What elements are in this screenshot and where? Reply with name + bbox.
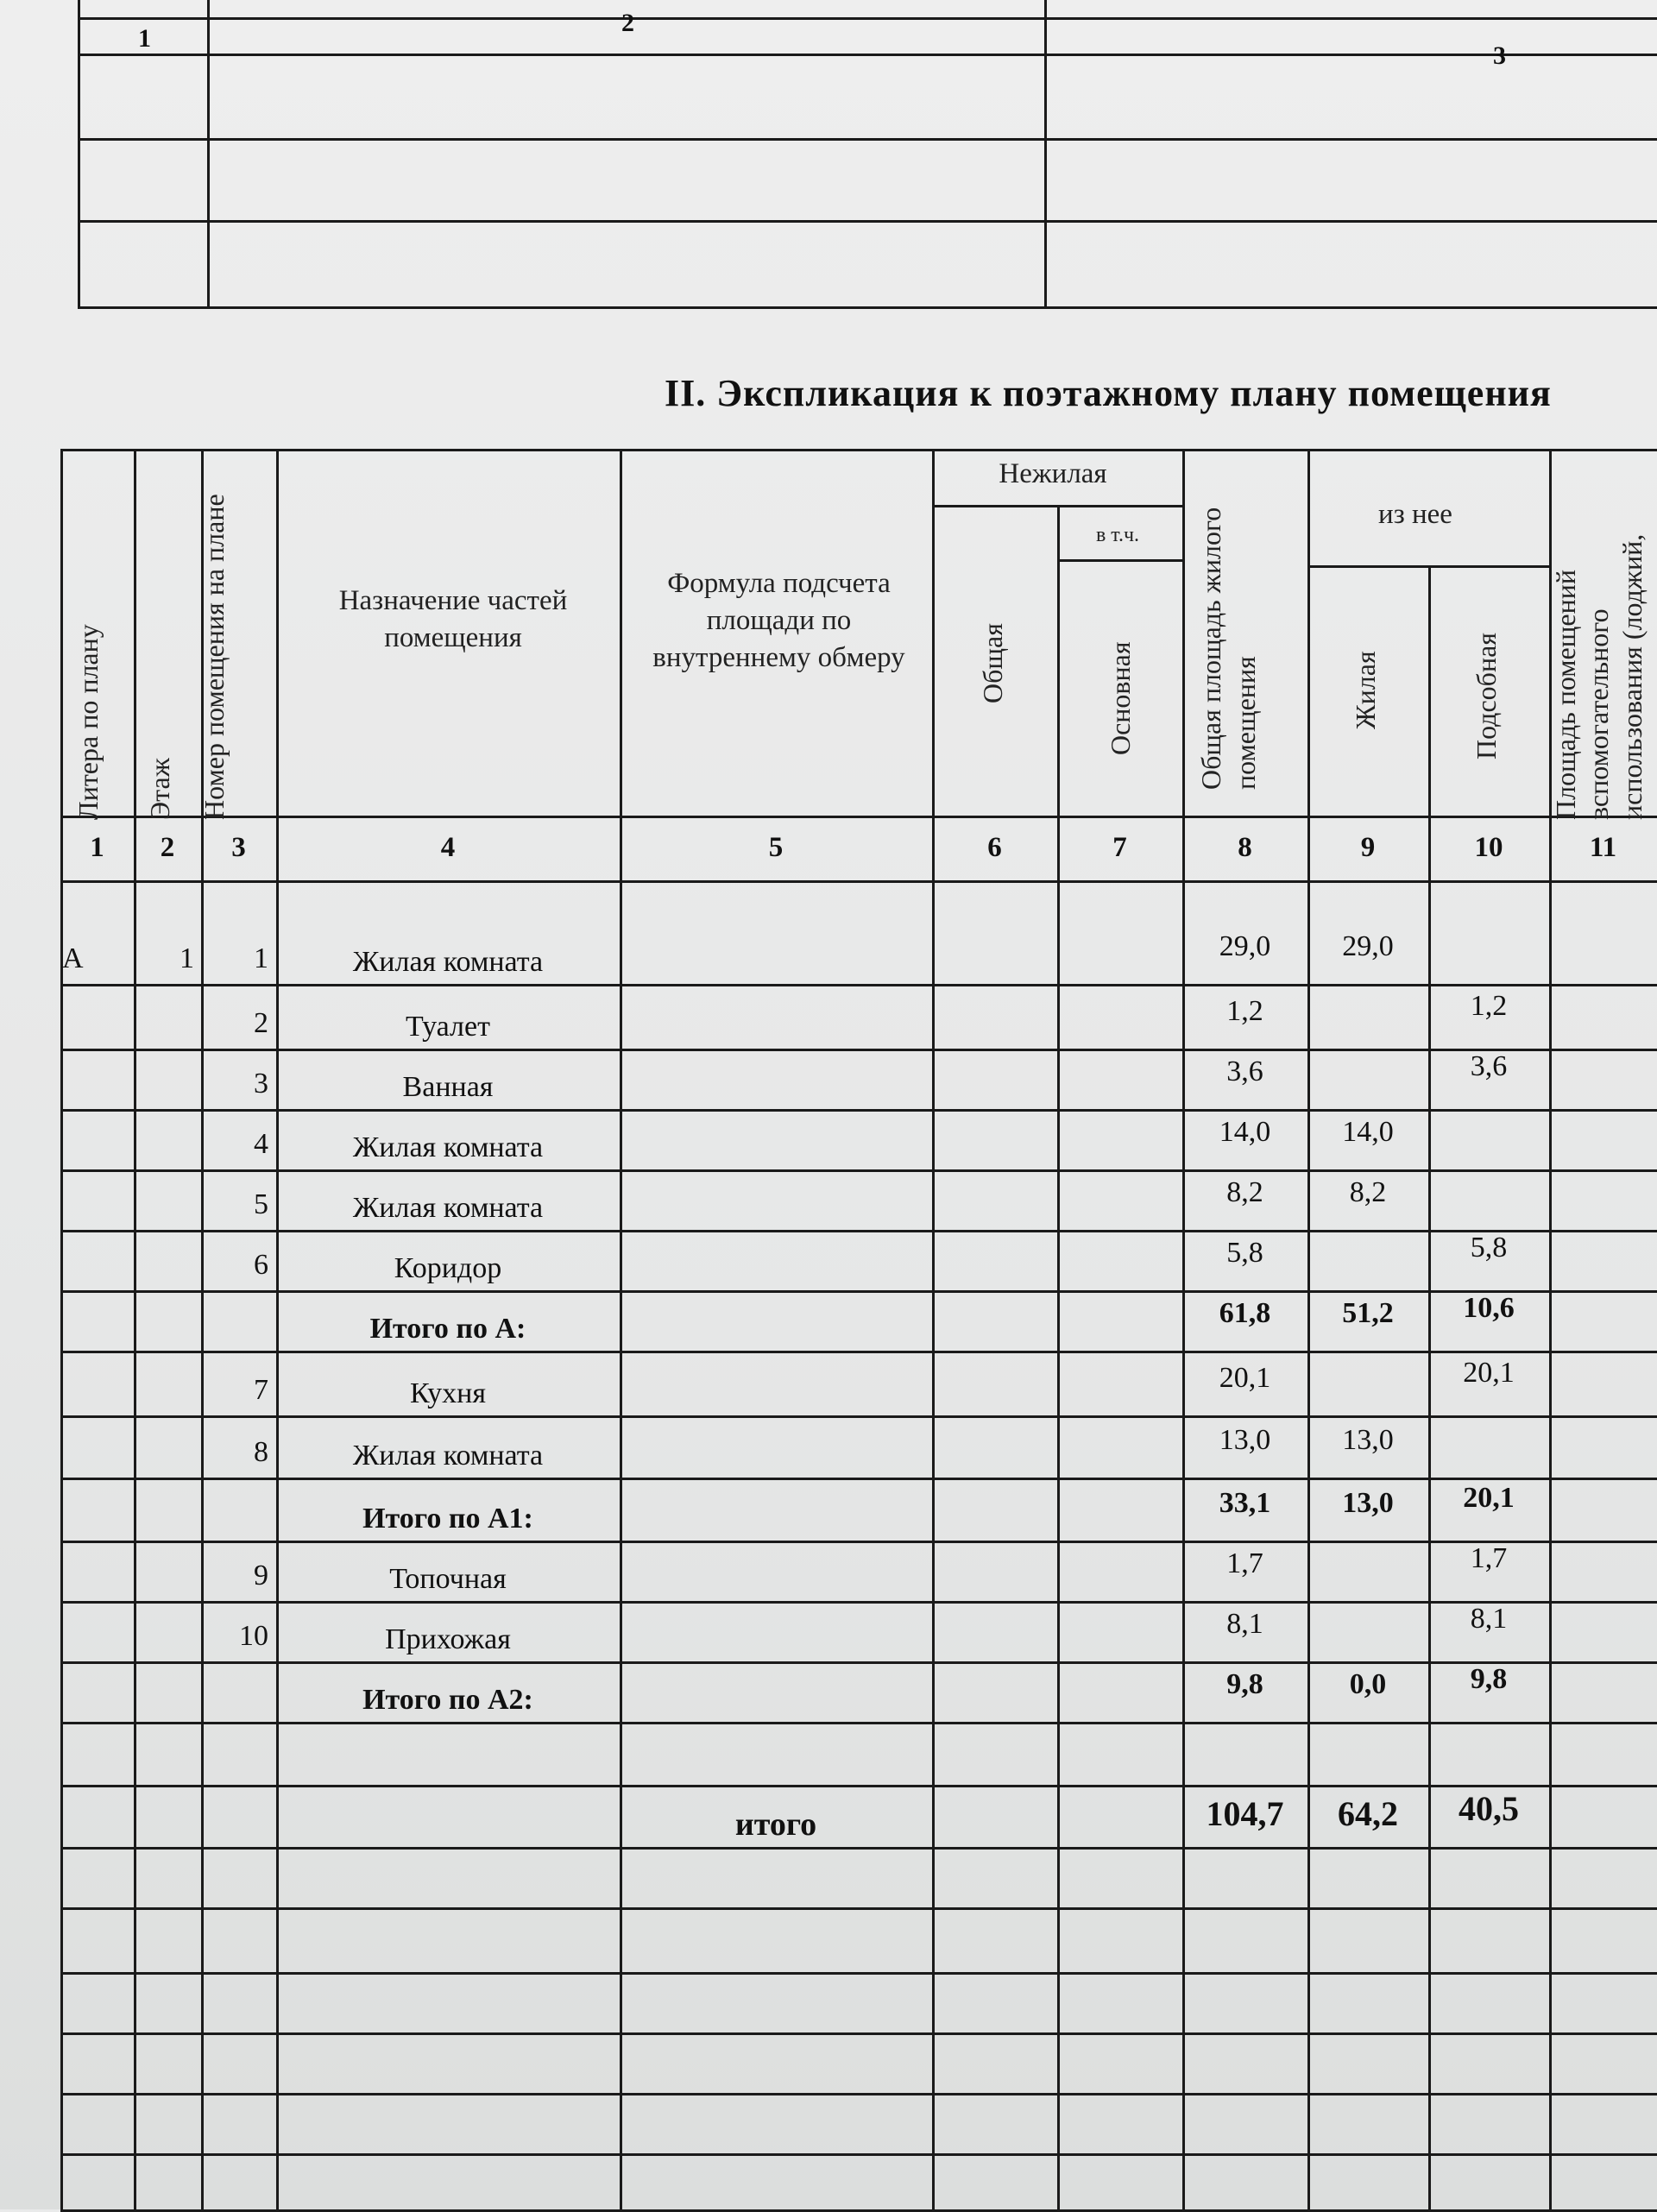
table-rule [60, 2153, 1657, 2156]
row-total-area: 20,1 [1219, 1362, 1271, 1394]
row-aux-area: 1,2 [1470, 990, 1508, 1022]
row-nomer: 9 [254, 1560, 268, 1591]
top-col-number: 1 [138, 24, 151, 53]
row-aux-area: 8,1 [1470, 1603, 1508, 1635]
row-litera: А [62, 942, 84, 974]
table-column-rule [60, 449, 63, 2209]
row-name: Топочная [389, 1563, 507, 1595]
row-total-area: 5,8 [1226, 1237, 1263, 1269]
row-aux-area: 9,8 [1470, 1663, 1508, 1695]
header-nomer: Номер помещения на плане [198, 494, 230, 820]
row-total-area: 8,1 [1226, 1608, 1263, 1640]
column-number: 11 [1589, 832, 1617, 863]
table-rule [60, 2032, 1657, 2035]
section-title: II. Экспликация к поэтажному плану помещения [665, 372, 1552, 414]
row-total-area: 9,8 [1226, 1668, 1263, 1700]
table-rule [60, 2093, 1657, 2095]
row-total-area: 13,0 [1219, 1424, 1271, 1456]
row-nomer: 3 [254, 1068, 268, 1100]
row-living-area: 0,0 [1349, 1668, 1387, 1700]
row-total-area: 33,1 [1219, 1487, 1271, 1519]
row-aux-area: 5,8 [1470, 1232, 1508, 1264]
row-aux-area: 20,1 [1463, 1357, 1515, 1389]
column-number: 5 [768, 832, 784, 863]
grand-total-label: итого [734, 1806, 817, 1843]
table-rule [60, 1847, 1657, 1850]
column-number: 7 [1112, 832, 1127, 863]
row-name: Ванная [402, 1071, 494, 1103]
table-rule [60, 1785, 1657, 1787]
row-name: Жилая комната [352, 946, 544, 978]
column-number: 3 [231, 832, 246, 863]
row-living-area: 51,2 [1342, 1297, 1394, 1329]
row-name: Жилая комната [352, 1192, 544, 1224]
table-rule [60, 1972, 1657, 1975]
row-nomer: 5 [254, 1188, 268, 1220]
table-rule [60, 1541, 1657, 1543]
row-nomer: 4 [254, 1128, 268, 1160]
row-name: Итого по А1: [362, 1503, 533, 1535]
row-total-area: 29,0 [1219, 930, 1271, 962]
row-living-area: 29,0 [1342, 930, 1394, 962]
top-col-number: 3 [1493, 41, 1506, 70]
header-podsobnaya: Подсобная [1471, 633, 1502, 759]
table-rule [60, 1601, 1657, 1604]
table-column-rule [1057, 505, 1060, 2209]
grand-total-aux: 40,5 [1459, 1789, 1519, 1828]
table-rule [60, 984, 1657, 986]
row-total-area: 1,2 [1226, 995, 1263, 1027]
table-rule [60, 1351, 1657, 1353]
column-number: 9 [1360, 832, 1376, 863]
row-aux-area: 1,7 [1470, 1542, 1508, 1574]
table-rule [60, 1109, 1657, 1112]
header-obshaya: Общая [977, 623, 1008, 703]
row-name: Жилая комната [352, 1131, 544, 1163]
header-obshaya-zhiloe: Общая площадь жилого помещения [1195, 507, 1261, 790]
row-name: Итого по А: [369, 1313, 526, 1345]
row-total-area: 8,2 [1226, 1176, 1263, 1208]
table-rule [60, 449, 1657, 451]
column-number: 8 [1238, 832, 1252, 863]
header-vspomog: Площадь помещений вспомогательного использования (лоджий, [1550, 533, 1648, 820]
table-rule [60, 816, 1657, 818]
column-number: 4 [440, 832, 456, 863]
row-nomer: 2 [254, 1007, 268, 1039]
header-iz-nee: из нее [1378, 499, 1452, 530]
row-living-area: 8,2 [1349, 1176, 1387, 1208]
row-name: Прихожая [385, 1623, 511, 1655]
header-osnovnaya: Основная [1105, 641, 1136, 755]
row-name: Итого по А2: [362, 1684, 533, 1716]
row-name: Кухня [410, 1377, 486, 1409]
header-vtch: в т.ч. [1095, 524, 1140, 546]
row-aux-area: 20,1 [1463, 1482, 1515, 1514]
table-column-rule [620, 449, 622, 2209]
table-rule [60, 1230, 1657, 1232]
row-living-area: 14,0 [1342, 1116, 1394, 1148]
top-col-number: 2 [621, 9, 634, 37]
row-aux-area: 10,6 [1463, 1292, 1515, 1324]
table-rule [60, 1907, 1657, 1910]
row-living-area: 13,0 [1342, 1424, 1394, 1456]
table-rule [60, 1169, 1657, 1172]
grand-total-living: 64,2 [1338, 1794, 1398, 1833]
header-litera: Литера по плану [72, 624, 104, 820]
row-nomer: 7 [254, 1374, 268, 1406]
row-nomer: 1 [254, 942, 268, 974]
header-formula: Формула подсчета площади по внутреннему обмеру [652, 568, 905, 673]
row-total-area: 1,7 [1226, 1547, 1263, 1579]
table-rule [60, 880, 1657, 883]
header-nezhilaya: Нежилая [999, 458, 1107, 489]
table-rule [1057, 559, 1182, 562]
row-living-area: 13,0 [1342, 1487, 1394, 1519]
table-rule [60, 1415, 1657, 1418]
row-name: Коридор [394, 1252, 502, 1284]
column-number: 1 [90, 832, 104, 863]
table-rule [60, 1478, 1657, 1480]
row-nomer: 10 [239, 1620, 268, 1652]
row-etazh: 1 [180, 942, 194, 974]
column-number: 2 [160, 832, 175, 863]
table-rule [60, 1049, 1657, 1051]
header-zhilaya: Жилая [1350, 651, 1381, 729]
row-name: Туалет [406, 1011, 490, 1043]
table-column-rule [134, 449, 136, 2209]
row-nomer: 8 [254, 1436, 268, 1468]
row-total-area: 14,0 [1219, 1116, 1271, 1148]
header-naznachenie: Назначение частей помещения [338, 585, 568, 653]
table-rule [60, 1722, 1657, 1724]
column-number: 10 [1474, 832, 1503, 863]
table-rule [60, 1290, 1657, 1293]
table-column-rule [932, 449, 935, 2209]
row-total-area: 3,6 [1226, 1056, 1263, 1087]
row-nomer: 6 [254, 1249, 268, 1281]
row-total-area: 61,8 [1219, 1297, 1271, 1329]
column-number: 6 [987, 832, 1002, 863]
table-rule [60, 1661, 1657, 1664]
row-name: Жилая комната [352, 1440, 544, 1472]
header-etazh: Этаж [144, 758, 175, 820]
row-aux-area: 3,6 [1470, 1050, 1508, 1082]
grand-total-area: 104,7 [1206, 1794, 1284, 1833]
